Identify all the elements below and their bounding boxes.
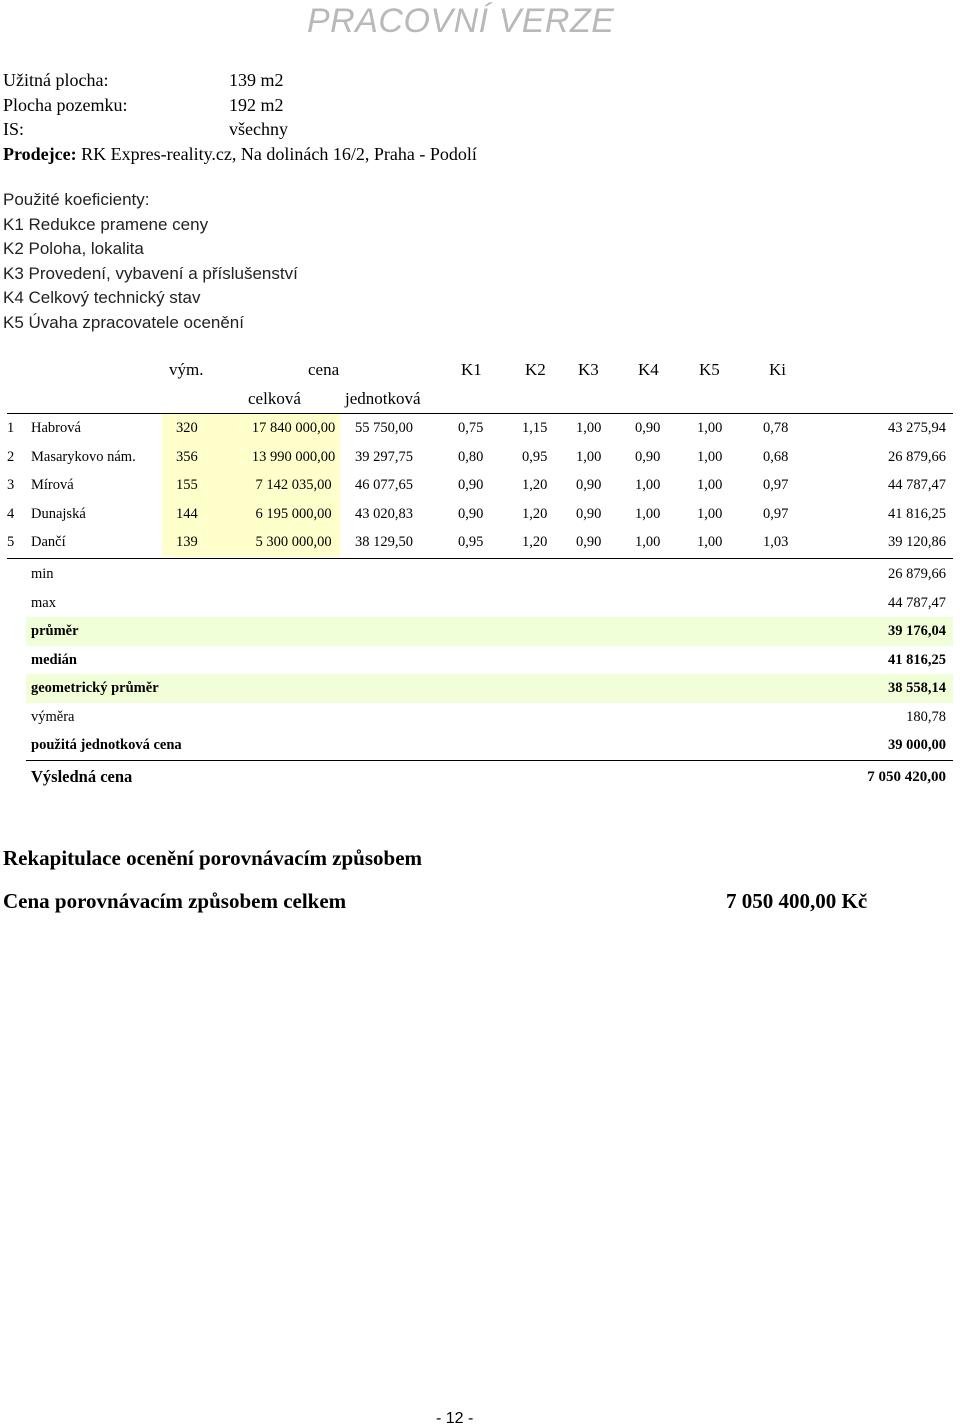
uzitna-label: Užitná plocha:	[3, 70, 109, 90]
row-vym: 320	[162, 414, 247, 443]
property-info	[3, 68, 477, 166]
row-ki: 0,97	[763, 477, 789, 493]
row-celkova: 6 195 000,00	[247, 500, 340, 529]
row-vym: 144	[162, 500, 247, 529]
stat-median	[26, 646, 953, 675]
cena-celkem-label: Cena porovnávacím způsobem celkem	[3, 889, 347, 913]
vysledna-cena-value: 7 050 420,00	[867, 769, 946, 785]
row-k1: 0,75	[458, 420, 484, 436]
row-k1: 0,95	[458, 534, 484, 550]
header-k4: K4	[638, 360, 659, 379]
stat-prumer-label: průměr	[31, 623, 79, 639]
header-k1: K1	[461, 360, 482, 379]
row-name: Mírová	[31, 477, 74, 493]
row-k1: 0,90	[458, 505, 484, 522]
stat-min-value: 26 879,66	[888, 566, 946, 582]
info-row-prodejce	[3, 142, 477, 167]
row-celkova: 5 300 000,00	[247, 528, 340, 557]
row-number: 3	[7, 477, 15, 493]
row-ki: 1,03	[763, 534, 789, 550]
stat-max	[26, 589, 953, 618]
row-result: 44 787,47	[888, 477, 946, 493]
row-k2: 1,20	[522, 505, 548, 522]
stat-median-label: medián	[31, 651, 77, 668]
table-row	[7, 414, 953, 443]
info-row-uzitna	[3, 68, 477, 93]
row-k5: 1,00	[697, 448, 723, 465]
row-k3: 0,90	[576, 505, 602, 522]
stat-max-value: 44 787,47	[888, 594, 946, 611]
stat-min	[26, 560, 953, 589]
statistics-block	[26, 560, 953, 760]
stat-min-label: min	[31, 566, 54, 582]
row-k2: 1,20	[522, 477, 548, 493]
row-k5: 1,00	[697, 534, 723, 550]
row-jednotkova: 38 129,50	[355, 534, 413, 550]
info-row-pozemek	[3, 93, 477, 118]
stat-vymera-label: výměra	[31, 708, 75, 725]
row-k5: 1,00	[697, 420, 723, 436]
row-number: 1	[7, 420, 15, 436]
row-ki: 0,97	[763, 505, 789, 522]
row-result: 41 816,25	[888, 505, 946, 522]
vysledna-cena-row	[26, 762, 953, 792]
row-result: 26 879,66	[888, 448, 946, 465]
table-row	[7, 471, 953, 500]
coefficient-k1: K1 Redukce pramene ceny	[3, 214, 209, 234]
stat-geometric-mean	[26, 674, 953, 703]
row-name: Habrová	[31, 420, 81, 436]
row-k4: 1,00	[635, 534, 661, 550]
coefficient-k4: K4 Celkový technický stav	[3, 288, 201, 307]
pozemek-value: 192 m2	[229, 94, 284, 115]
watermark-pracovni-verze: PRACOVNÍ VERZE	[307, 2, 615, 40]
coefficient-k2: K2 Poloha, lokalita	[3, 239, 144, 258]
row-k2: 1,15	[522, 420, 548, 436]
row-k5: 1,00	[697, 505, 723, 522]
row-k4: 1,00	[635, 477, 661, 493]
row-name: Masarykovo nám.	[31, 448, 136, 465]
row-ki: 0,78	[763, 420, 789, 436]
row-k1: 0,90	[458, 477, 484, 493]
coefficients-list	[3, 188, 298, 335]
info-row-is	[3, 117, 477, 142]
row-number: 5	[7, 534, 15, 550]
uzitna-value: 139 m2	[229, 70, 284, 90]
header-ki: Ki	[769, 360, 786, 379]
header-vym: vým.	[169, 360, 204, 379]
stat-prumer-value: 39 176,04	[888, 623, 946, 639]
row-name: Dunajská	[31, 505, 86, 522]
coefficients-title: Použité koeficienty:	[3, 190, 150, 209]
row-k3: 0,90	[576, 477, 602, 493]
row-vym: 356	[162, 443, 247, 472]
header-k5: K5	[699, 360, 720, 379]
row-k1: 0,80	[458, 448, 484, 465]
row-k3: 0,90	[576, 534, 602, 550]
stat-vymera-value: 180,78	[906, 708, 946, 725]
coefficient-k3: K3 Provedení, vybavení a příslušenství	[3, 263, 298, 283]
row-number: 4	[7, 505, 15, 522]
header-celkova: celková	[248, 389, 301, 408]
row-celkova: 7 142 035,00	[247, 471, 340, 500]
row-k4: 0,90	[635, 448, 661, 465]
row-jednotkova: 39 297,75	[355, 448, 413, 465]
table-row	[7, 500, 953, 529]
row-celkova: 17 840 000,00	[247, 414, 340, 443]
row-result: 43 275,94	[888, 420, 946, 436]
table-bottom-rule	[7, 558, 953, 559]
prodejce-label: Prodejce:	[3, 143, 77, 164]
row-name: Dančí	[31, 534, 66, 550]
row-jednotkova: 46 077,65	[355, 477, 413, 493]
cena-celkem-value: 7 050 400,00 Kč	[726, 889, 868, 913]
stat-vymera	[26, 703, 953, 732]
row-ki: 0,68	[763, 448, 789, 465]
row-number: 2	[7, 448, 15, 465]
row-k5: 1,00	[697, 477, 723, 493]
header-jednotkova: jednotková	[345, 389, 421, 408]
header-k2: K2	[525, 360, 546, 379]
page-number: - 12 -	[436, 1410, 474, 1427]
table-row	[7, 443, 953, 472]
stat-median-value: 41 816,25	[888, 651, 946, 668]
rekapitulace-heading: Rekapitulace ocenění porovnávacím způsobem	[3, 846, 423, 870]
stat-prumer	[26, 617, 953, 646]
stat-pouzita-label: použitá jednotková cena	[31, 737, 182, 753]
is-label: IS:	[3, 119, 25, 139]
row-k4: 1,00	[635, 505, 661, 522]
coefficient-k5: K5 Úvaha zpracovatele ocenění	[3, 312, 244, 332]
vysledna-cena-label: Výsledná cena	[31, 767, 133, 786]
prodejce-value: RK Expres-reality.cz, Na dolinách 16/2, Praha - Podolí	[76, 143, 477, 164]
row-jednotkova: 43 020,83	[355, 505, 413, 522]
row-result: 39 120,86	[888, 534, 946, 550]
row-celkova: 13 990 000,00	[247, 443, 340, 472]
stat-max-label: max	[31, 594, 56, 611]
row-vym: 155	[162, 471, 247, 500]
stat-geo-label: geometrický průměr	[31, 680, 159, 696]
row-k3: 1,00	[576, 448, 602, 465]
table-row	[7, 528, 953, 557]
header-k3: K3	[578, 360, 599, 379]
row-k3: 1,00	[576, 420, 602, 436]
comparables-table	[7, 414, 953, 557]
row-k2: 0,95	[522, 448, 548, 465]
final-rule	[26, 760, 953, 761]
stat-pouzita-cena	[26, 731, 953, 760]
row-k4: 0,90	[635, 420, 661, 436]
row-vym: 139	[162, 528, 247, 557]
stat-pouzita-value: 39 000,00	[888, 737, 946, 753]
header-cena: cena	[308, 360, 340, 379]
pozemek-label: Plocha pozemku:	[3, 94, 128, 115]
is-value: všechny	[229, 119, 288, 139]
row-jednotkova: 55 750,00	[355, 420, 413, 436]
stat-geo-value: 38 558,14	[888, 680, 946, 696]
row-k2: 1,20	[522, 534, 548, 550]
